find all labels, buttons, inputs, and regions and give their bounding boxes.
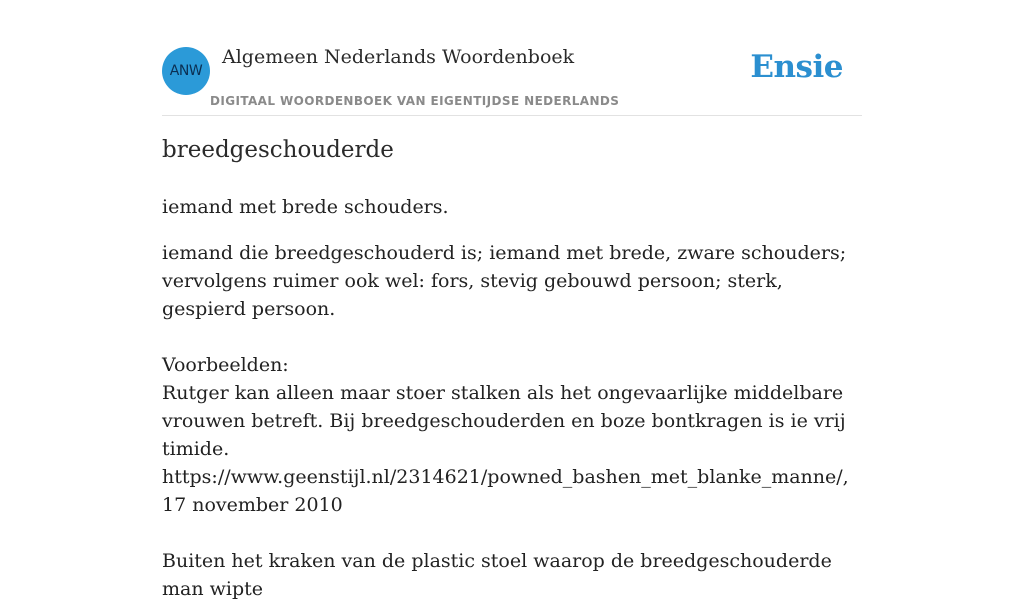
ensie-brand-logo[interactable]: Ensie xyxy=(750,49,843,85)
page xyxy=(162,0,862,600)
examples-label: Voorbeelden: xyxy=(162,354,289,376)
entry-body xyxy=(162,239,862,603)
anw-logo[interactable]: ANW xyxy=(162,47,210,95)
site-subtitle: DIGITAAL WOORDENBOEK VAN EIGENTIJDSE NEDERLANDS xyxy=(210,94,620,108)
example-source-1: https://www.geenstijl.nl/2314621/powned_bashen_met_blanke_manne/, 17 november 2010 xyxy=(162,466,849,516)
site-title[interactable]: Algemeen Nederlands Woordenboek xyxy=(222,46,575,68)
header xyxy=(162,0,862,116)
entry-headword: breedgeschouderde xyxy=(162,137,394,163)
example-quote-2: Buiten het kraken van de plastic stoel waarop de breedgeschouderde man wipte xyxy=(162,550,832,600)
example-quote-1: Rutger kan alleen maar stoer stalken als het ongevaarlijke middelbare vrouwen betreft. Bij breedgeschouderden en boze bontkragen is ie vrij timide. xyxy=(162,382,846,460)
short-definition: iemand met brede schouders. xyxy=(162,196,449,218)
definition-text: iemand die breedgeschouderd is; iemand met brede, zware schouders; vervolgens ruimer ook wel: fors, stevig gebouwd persoon; sterk, gespierd persoon. xyxy=(162,242,847,320)
